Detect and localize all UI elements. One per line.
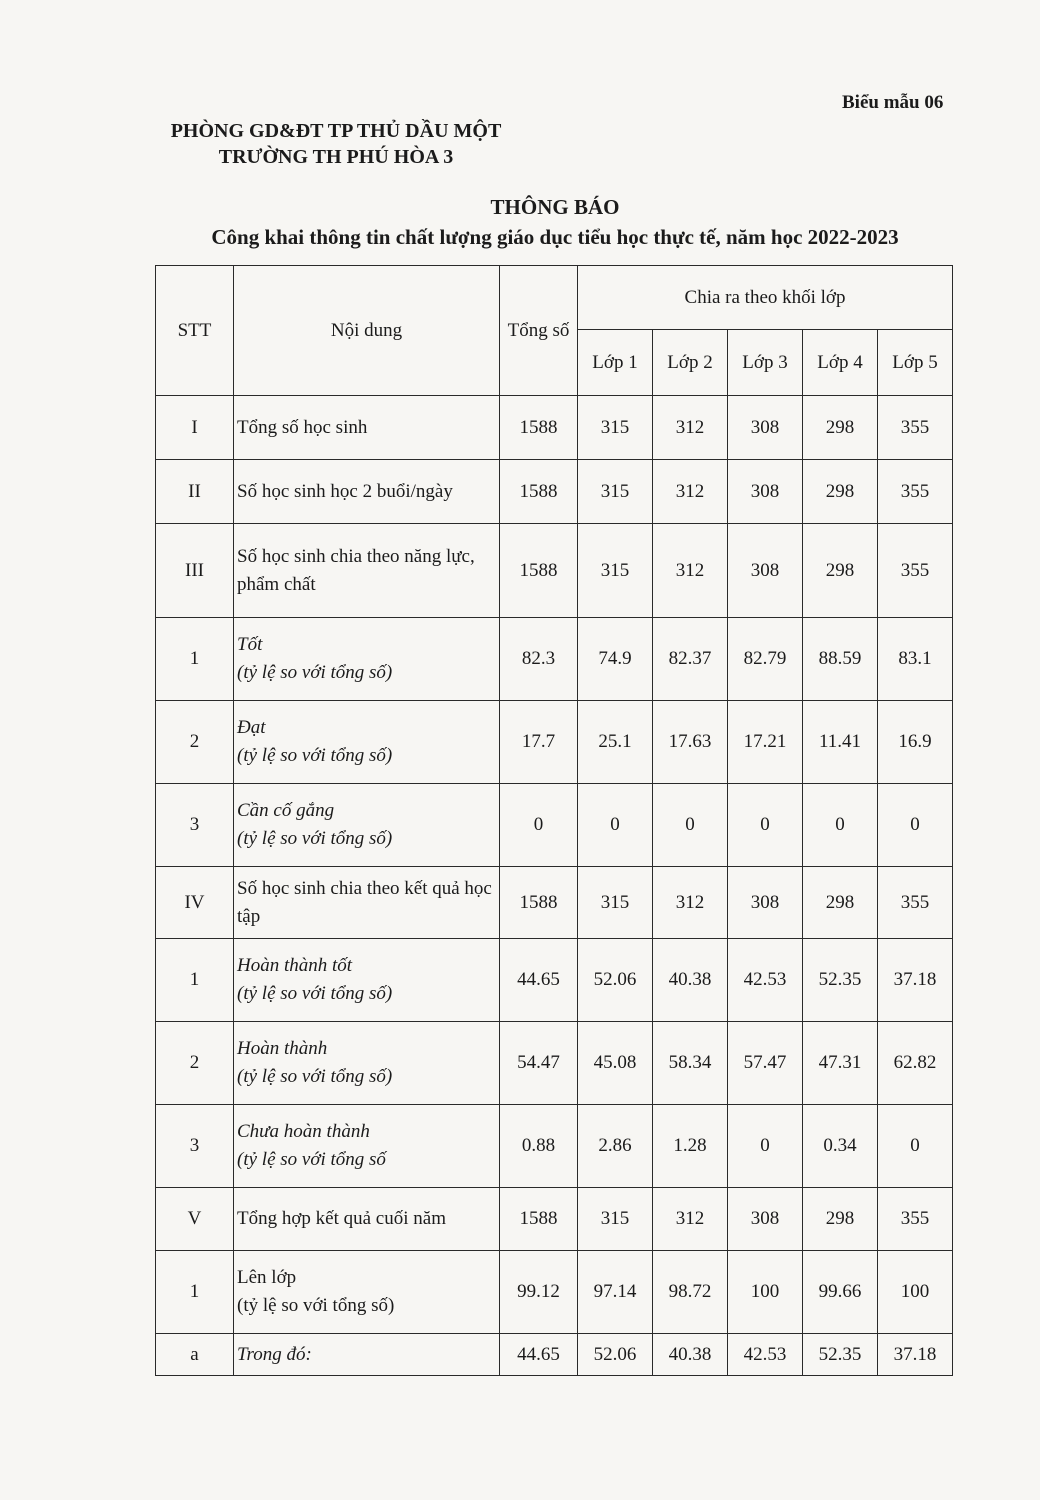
row-label: Hoàn thành [237,1038,328,1059]
table-row [156,1251,953,1334]
department-name: PHÒNG GD&ĐT TP THỦ DẦU MỘT [170,120,502,142]
row-grade-5: 355 [878,867,953,939]
table-row [156,1188,953,1251]
row-grade-5: 0 [878,784,953,867]
row-grade-1: 315 [578,460,653,524]
row-stt: 1 [156,618,234,701]
row-grade-2: 98.72 [653,1251,728,1334]
row-grade-3: 17.21 [728,701,803,784]
row-stt: V [156,1188,234,1251]
table-row [156,701,953,784]
row-total: 54.47 [500,1022,578,1105]
header-grade: Lớp 5 [878,330,953,396]
row-grade-5: 37.18 [878,939,953,1022]
row-label: Số học sinh học 2 buổi/ngày [234,460,500,524]
row-label-cell [234,1251,500,1334]
row-total: 1588 [500,460,578,524]
row-label: Cần cố gắng [237,800,335,821]
row-grade-5: 100 [878,1251,953,1334]
row-note: (tỷ lệ so với tổng số) [237,1295,395,1316]
row-grade-1: 74.9 [578,618,653,701]
school-name: TRƯỜNG TH PHÚ HÒA 3 [218,146,454,168]
row-stt: 2 [156,701,234,784]
row-stt: 3 [156,1105,234,1188]
row-label-cell [234,1105,500,1188]
row-grade-5: 355 [878,1188,953,1251]
header-content: Nội dung [234,266,500,396]
row-stt: 3 [156,784,234,867]
row-grade-3: 100 [728,1251,803,1334]
table-row [156,618,953,701]
form-code: Biểu mẫu 06 [842,92,944,113]
row-total: 17.7 [500,701,578,784]
row-grade-5: 0 [878,1105,953,1188]
row-label-cell [234,701,500,784]
row-note: (tỷ lệ so với tổng số) [237,828,393,849]
header-stt: STT [156,266,234,396]
row-total: 1588 [500,524,578,618]
row-total: 44.65 [500,939,578,1022]
row-grade-2: 0 [653,784,728,867]
row-grade-3: 0 [728,1105,803,1188]
row-grade-2: 312 [653,396,728,460]
row-grade-1: 315 [578,1188,653,1251]
row-stt: IV [156,867,234,939]
table-row [156,1334,953,1376]
row-grade-2: 1.28 [653,1105,728,1188]
header-grade-group: Chia ra theo khối lớp [578,266,953,330]
row-stt: II [156,460,234,524]
row-grade-2: 40.38 [653,1334,728,1376]
row-total: 1588 [500,1188,578,1251]
row-grade-4: 0.34 [803,1105,878,1188]
row-grade-5: 37.18 [878,1334,953,1376]
row-grade-2: 58.34 [653,1022,728,1105]
row-grade-5: 16.9 [878,701,953,784]
row-label-cell [234,939,500,1022]
row-label-cell [234,1022,500,1105]
header-row [156,266,953,330]
row-grade-5: 355 [878,396,953,460]
table-row [156,460,953,524]
row-label: Đạt [237,717,266,738]
header-grade: Lớp 3 [728,330,803,396]
table-row [156,1105,953,1188]
table-row [156,396,953,460]
row-stt: III [156,524,234,618]
row-grade-4: 11.41 [803,701,878,784]
row-label: Tốt [237,634,263,655]
row-label-cell [234,784,500,867]
row-grade-4: 0 [803,784,878,867]
issuer-block [160,118,512,170]
table-row [156,784,953,867]
row-grade-1: 315 [578,524,653,618]
header-total: Tổng số [500,266,578,396]
row-stt: I [156,396,234,460]
row-label: Số học sinh chia theo kết quả học tập [234,867,500,939]
header-grade: Lớp 2 [653,330,728,396]
row-grade-1: 315 [578,867,653,939]
row-total: 44.65 [500,1334,578,1376]
row-total: 0 [500,784,578,867]
row-label: Tổng hợp kết quả cuối năm [234,1188,500,1251]
row-label: Hoàn thành tốt [237,955,353,976]
document-title [150,192,960,252]
row-grade-3: 42.53 [728,939,803,1022]
row-total: 0.88 [500,1105,578,1188]
header-grade: Lớp 4 [803,330,878,396]
row-grade-2: 40.38 [653,939,728,1022]
row-label-cell [234,618,500,701]
row-grade-1: 52.06 [578,1334,653,1376]
row-grade-1: 25.1 [578,701,653,784]
row-grade-4: 298 [803,1188,878,1251]
row-grade-4: 99.66 [803,1251,878,1334]
row-grade-3: 308 [728,1188,803,1251]
row-grade-4: 298 [803,524,878,618]
row-grade-4: 298 [803,396,878,460]
row-note: (tỷ lệ so với tổng số) [237,1066,393,1087]
row-grade-2: 312 [653,524,728,618]
row-label: Chưa hoàn thành [237,1121,370,1142]
row-grade-3: 42.53 [728,1334,803,1376]
row-total: 82.3 [500,618,578,701]
row-grade-2: 312 [653,460,728,524]
row-label: Trong đó: [234,1334,500,1376]
row-grade-2: 17.63 [653,701,728,784]
row-grade-4: 298 [803,460,878,524]
table-row [156,1022,953,1105]
row-note: (tỷ lệ so với tổng số) [237,662,393,683]
row-label: Lên lớp [237,1267,297,1288]
row-grade-4: 52.35 [803,1334,878,1376]
row-total: 99.12 [500,1251,578,1334]
row-grade-2: 312 [653,1188,728,1251]
row-label: Tổng số học sinh [234,396,500,460]
row-grade-3: 0 [728,784,803,867]
row-grade-1: 0 [578,784,653,867]
row-total: 1588 [500,396,578,460]
row-note: (tỷ lệ so với tổng số) [237,745,393,766]
row-grade-5: 83.1 [878,618,953,701]
row-grade-3: 308 [728,460,803,524]
row-grade-5: 62.82 [878,1022,953,1105]
header-grade: Lớp 1 [578,330,653,396]
title-main: THÔNG BÁO [490,195,620,219]
row-note: (tỷ lệ so với tổng số) [237,983,393,1004]
row-grade-4: 298 [803,867,878,939]
row-grade-2: 312 [653,867,728,939]
row-grade-1: 315 [578,396,653,460]
row-grade-3: 308 [728,396,803,460]
row-label: Số học sinh chia theo năng lực, phẩm chất [234,524,500,618]
row-grade-2: 82.37 [653,618,728,701]
row-stt: 2 [156,1022,234,1105]
row-note: (tỷ lệ so với tổng số [237,1149,386,1170]
row-grade-1: 52.06 [578,939,653,1022]
row-grade-4: 47.31 [803,1022,878,1105]
row-grade-3: 82.79 [728,618,803,701]
quality-table [155,265,953,1376]
table-row [156,939,953,1022]
row-stt: 1 [156,939,234,1022]
row-stt: a [156,1334,234,1376]
row-grade-1: 97.14 [578,1251,653,1334]
row-grade-3: 308 [728,524,803,618]
title-sub: Công khai thông tin chất lượng giáo dục tiểu học thực tế, năm học 2022-2023 [211,225,899,249]
row-grade-1: 2.86 [578,1105,653,1188]
table-row [156,524,953,618]
row-total: 1588 [500,867,578,939]
row-grade-4: 88.59 [803,618,878,701]
row-grade-5: 355 [878,524,953,618]
row-grade-5: 355 [878,460,953,524]
table-row [156,867,953,939]
row-grade-4: 52.35 [803,939,878,1022]
row-grade-3: 57.47 [728,1022,803,1105]
row-grade-3: 308 [728,867,803,939]
row-grade-1: 45.08 [578,1022,653,1105]
row-stt: 1 [156,1251,234,1334]
